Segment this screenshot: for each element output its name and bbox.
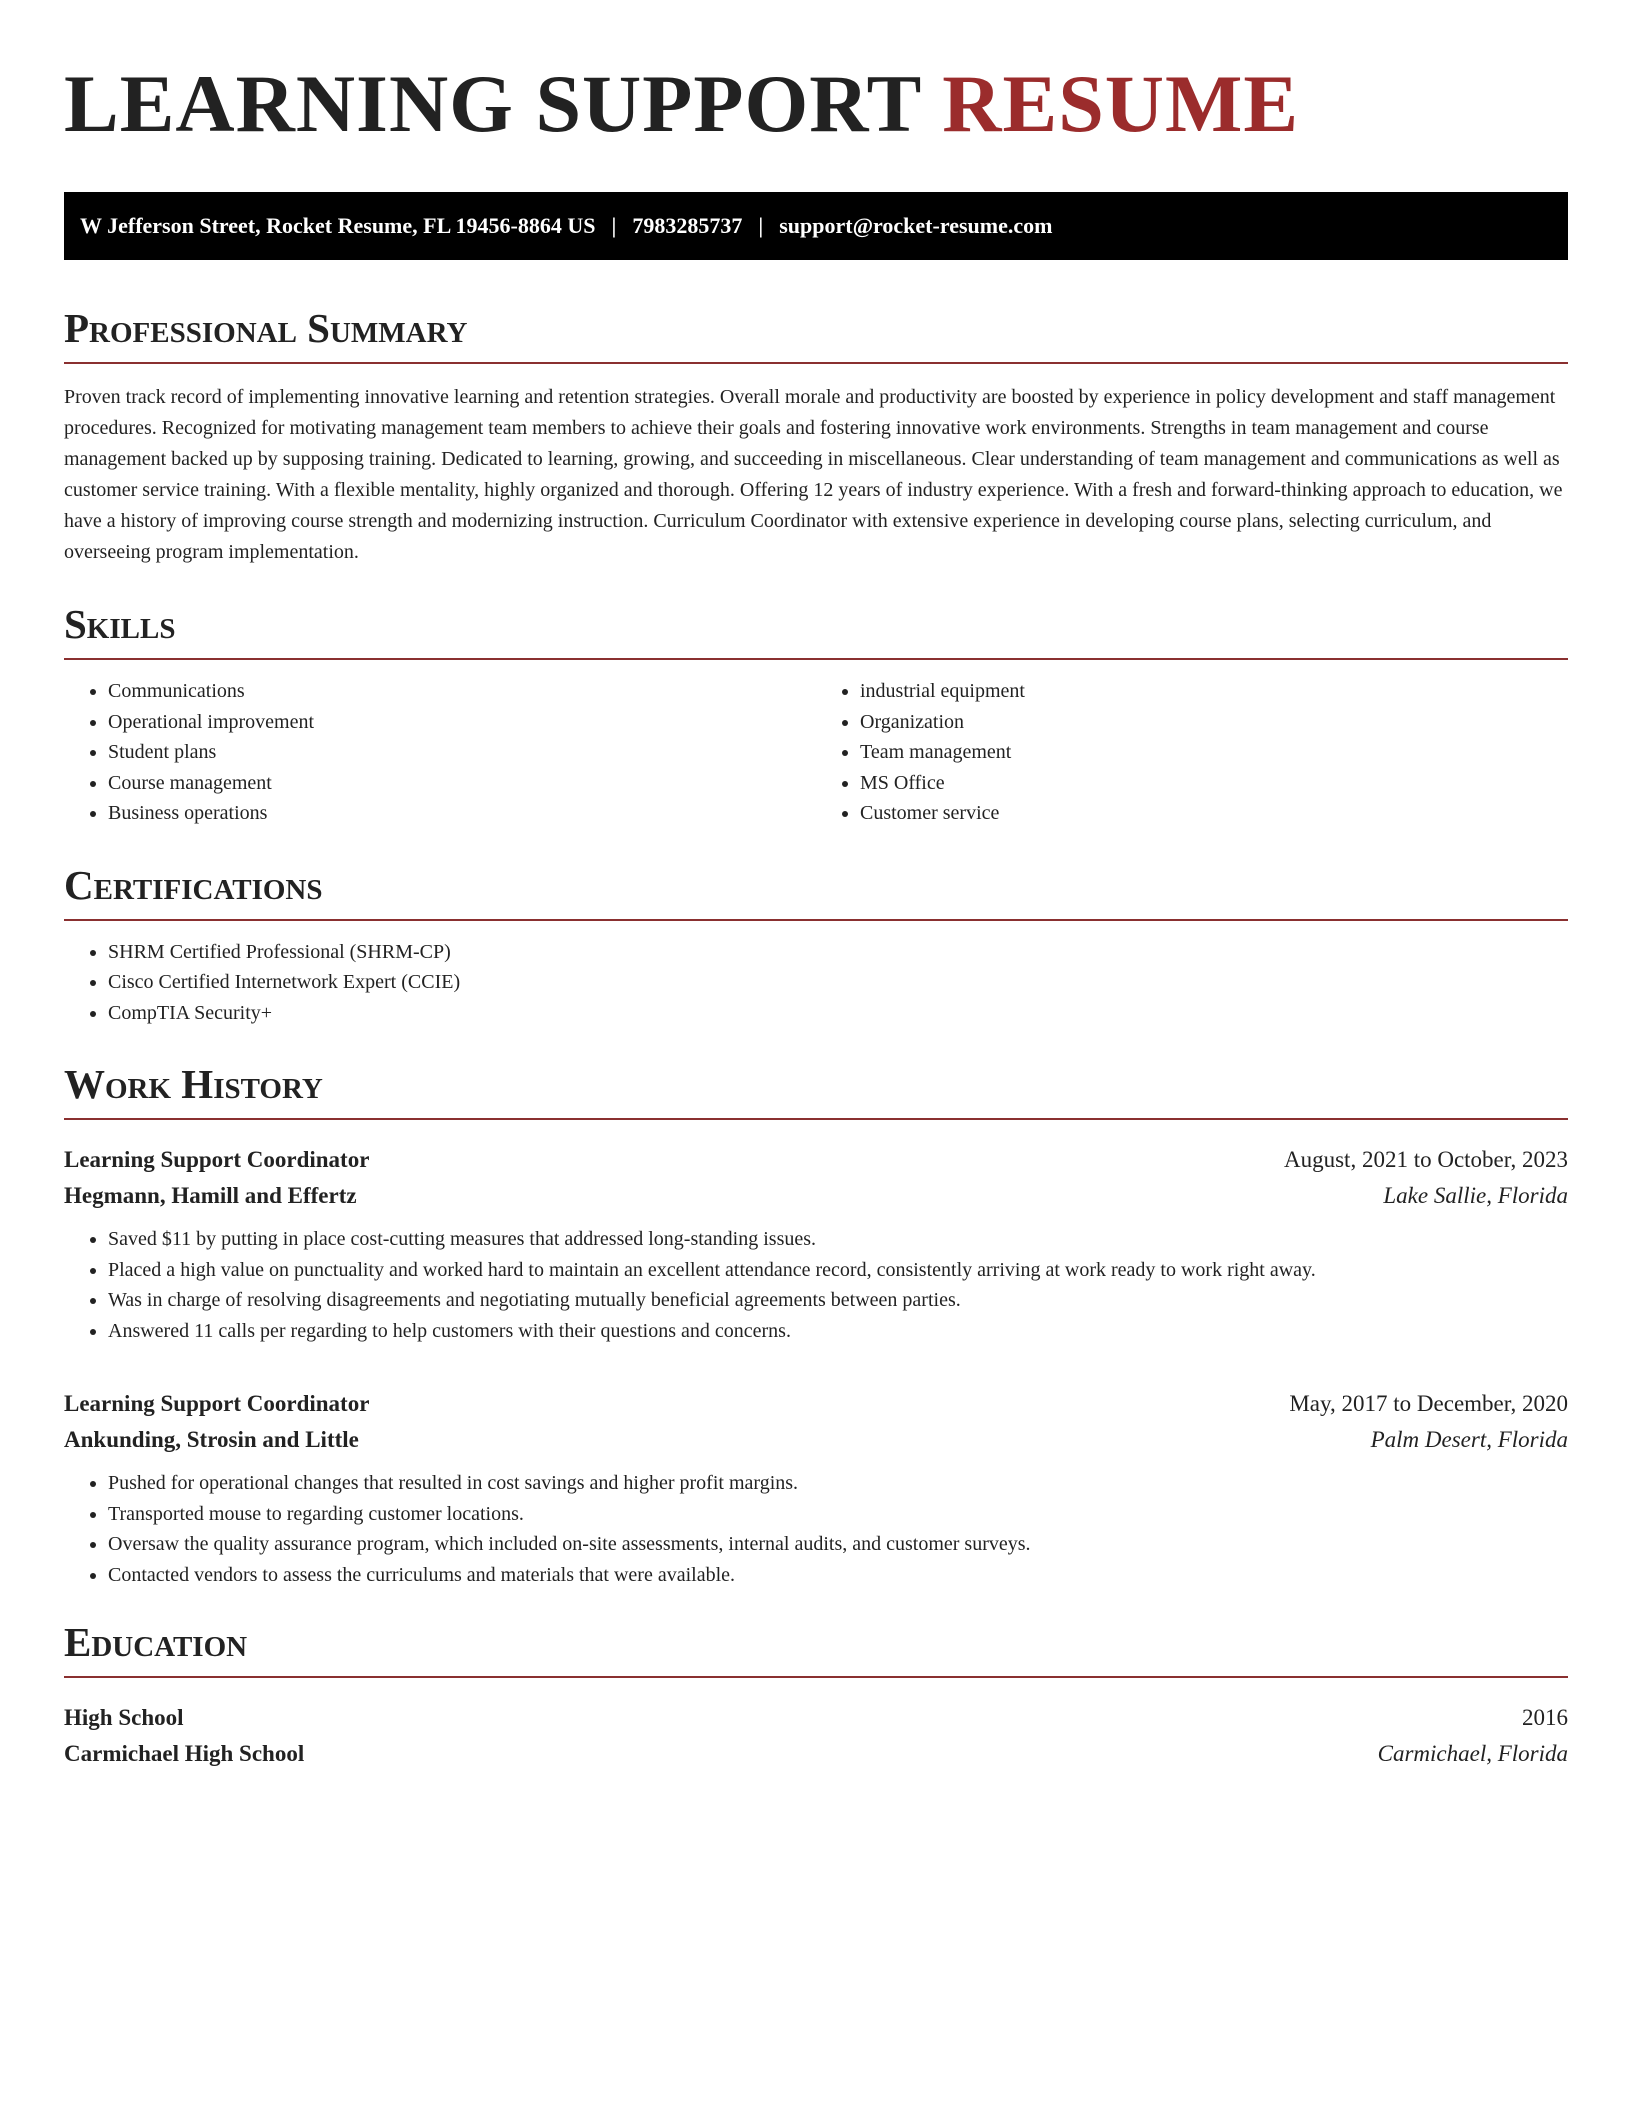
skill-item: • Student plans bbox=[108, 737, 816, 768]
job-bullet: • Saved $11 by putting in place cost-cutting measures that addressed long-standing issues. bbox=[108, 1224, 1568, 1255]
job-location: Lake Sallie, Florida bbox=[1383, 1183, 1568, 1208]
job-bullet: • Answered 11 calls per regarding to help customers with their questions and concerns. bbox=[108, 1316, 1568, 1347]
education-entry bbox=[64, 1700, 1568, 1772]
job-dates: August, 2021 to October, 2023 bbox=[1284, 1147, 1568, 1172]
certification-item: • CompTIA Security+ bbox=[108, 998, 1568, 1029]
job-title: Learning Support Coordinator bbox=[64, 1147, 370, 1172]
job-entry bbox=[64, 1142, 1568, 1346]
skill-item: • industrial equipment bbox=[860, 676, 1568, 707]
job-bullets bbox=[64, 1224, 1568, 1346]
skill-item: • Communications bbox=[108, 676, 816, 707]
job-header-row bbox=[64, 1142, 1568, 1178]
certification-item: • SHRM Certified Professional (SHRM-CP) bbox=[108, 937, 1568, 968]
job-bullet: • Was in charge of resolving disagreements and negotiating mutually beneficial agreements between parties. bbox=[108, 1285, 1568, 1316]
job-header-row bbox=[64, 1386, 1568, 1422]
education-degree: High School bbox=[64, 1705, 184, 1730]
contact-bar bbox=[64, 192, 1568, 260]
education-school-row bbox=[64, 1736, 1568, 1772]
summary-heading: Professional Summary bbox=[64, 304, 1568, 364]
work-history-heading: Work History bbox=[64, 1060, 1568, 1120]
contact-phone: 7983285737 bbox=[632, 213, 743, 238]
skill-item: • Course management bbox=[108, 768, 816, 799]
work-history-section bbox=[64, 1060, 1568, 1590]
summary-section bbox=[64, 304, 1568, 568]
job-bullet: • Pushed for operational changes that resulted in cost savings and higher profit margins. bbox=[108, 1468, 1568, 1499]
job-entry bbox=[64, 1386, 1568, 1590]
job-bullets bbox=[64, 1468, 1568, 1590]
contact-separator: | bbox=[611, 213, 617, 238]
title-main: LEARNING SUPPORT bbox=[64, 58, 921, 149]
contact-address: W Jefferson Street, Rocket Resume, FL 19456-8864 US bbox=[80, 213, 596, 238]
contact-email: support@rocket-resume.com bbox=[779, 213, 1053, 238]
job-bullet: • Contacted vendors to assess the curriculums and materials that were available. bbox=[108, 1560, 1568, 1591]
skill-item: • Organization bbox=[860, 707, 1568, 738]
job-location: Palm Desert, Florida bbox=[1370, 1427, 1568, 1452]
job-dates: May, 2017 to December, 2020 bbox=[1289, 1391, 1568, 1416]
certifications-section bbox=[64, 861, 1568, 1029]
job-company: Hegmann, Hamill and Effertz bbox=[64, 1183, 357, 1208]
skill-item: • Customer service bbox=[860, 798, 1568, 829]
certification-item: • Cisco Certified Internetwork Expert (CCIE) bbox=[108, 967, 1568, 998]
title-accent: RESUME bbox=[942, 58, 1300, 149]
job-bullet: • Placed a high value on punctuality and worked hard to maintain an excellent attendance record, consistently arriving at work ready to work right away. bbox=[108, 1255, 1568, 1286]
skills-list-right bbox=[816, 676, 1568, 829]
summary-text: Proven track record of implementing innovative learning and retention strategies. Overall morale and productivity are boosted by experience in policy development and staff management procedures. Recognized for motivating management team members to achieve their goals and fostering innovative work environments. Strengths in team management and course management backed up by supposing training. Dedicated to learning, growing, and succeeding in miscellaneous. Clear understanding of team management and communications as well as customer service training. With a flexible mentality, highly organized and thorough. Offering 12 years of industry experience. With a fresh and forward-thinking approach to education, we have a history of improving course strength and modernizing instruction. Curriculum Coordinator with extensive experience in developing course plans, selecting curriculum, and overseeing program implementation. bbox=[64, 386, 1563, 563]
contact-separator: | bbox=[758, 213, 764, 238]
skills-list-left bbox=[64, 676, 816, 829]
job-company: Ankunding, Strosin and Little bbox=[64, 1427, 359, 1452]
job-bullet: • Oversaw the quality assurance program, which included on-site assessments, internal audits, and customer surveys. bbox=[108, 1529, 1568, 1560]
skill-item: • MS Office bbox=[860, 768, 1568, 799]
skill-item: • Operational improvement bbox=[108, 707, 816, 738]
job-company-row bbox=[64, 1178, 1568, 1214]
skill-item: • Business operations bbox=[108, 798, 816, 829]
education-school: Carmichael High School bbox=[64, 1741, 305, 1766]
skills-heading: Skills bbox=[64, 600, 1568, 660]
education-location: Carmichael, Florida bbox=[1377, 1741, 1568, 1766]
job-company-row bbox=[64, 1422, 1568, 1458]
education-heading: Education bbox=[64, 1618, 1568, 1678]
education-year: 2016 bbox=[1522, 1705, 1568, 1730]
certifications-heading: Certifications bbox=[64, 861, 1568, 921]
job-bullet: • Transported mouse to regarding customer locations. bbox=[108, 1499, 1568, 1530]
education-row bbox=[64, 1700, 1568, 1736]
education-section bbox=[64, 1618, 1568, 1772]
job-title: Learning Support Coordinator bbox=[64, 1391, 370, 1416]
skills-section bbox=[64, 600, 1568, 829]
certifications-list bbox=[64, 937, 1568, 1029]
skill-item: • Team management bbox=[860, 737, 1568, 768]
resume-title bbox=[64, 56, 1568, 152]
skills-grid bbox=[64, 660, 1568, 829]
